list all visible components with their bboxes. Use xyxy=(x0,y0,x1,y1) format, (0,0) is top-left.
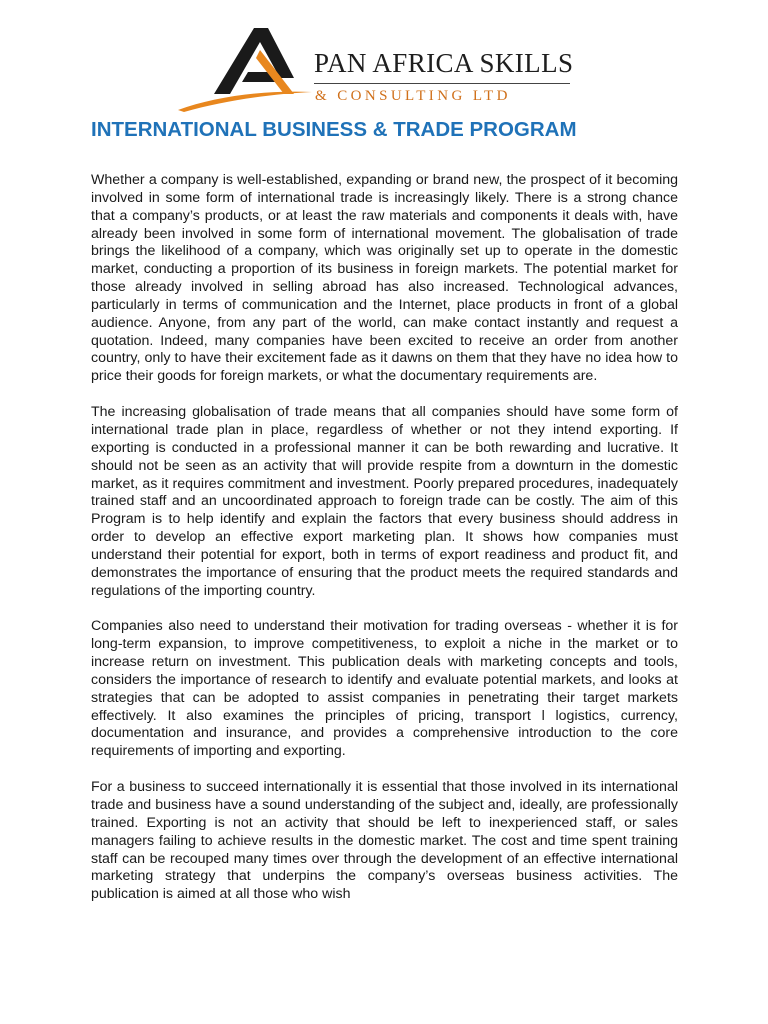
paragraph-1: Whether a company is well-established, expanding or brand new, the prospect of it becoming involved in some form of international trade is increasingly likely. There is a strong chance that a company’s products, or at least the raw materials and components it deals with, have already been involved in some form of international movement. The globalisation of trade brings the likelihood of a company, which was originally set up to operate in the domestic market, conducting a proportion of its business in foreign markets. The potential market for those already involved in selling abroad has also increased. Technological advances, particularly in terms of communication and the Internet, place products in front of a global audience. Anyone, from any part of the world, can make contact instantly and request a quotation. Indeed, many companies have been excited to receive an order from another country, only to have their excitement fade as it dawns on them that they have no idea how to price their goods for foreign markets, or what the documentary requirements are. xyxy=(91,172,678,385)
logo-rule-top xyxy=(314,83,570,84)
document-body xyxy=(91,172,678,922)
logo-company-subtitle: & CONSULTING LTD xyxy=(315,88,511,104)
logo-company-name: PAN AFRICA SKILLS xyxy=(314,48,574,78)
paragraph-3: Companies also need to understand their motivation for trading overseas - whether it is for long-term expansion, to improve competitiveness, to exploit a niche in the market or to increase return on investment. This publication deals with marketing concepts and tools, considers the importance of research to identify and evaluate potential markets, and looks at strategies that can be adopted to assist companies in penetrating their target markets effectively. It also examines the principles of pricing, transport l logistics, currency, documentation and insurance, and provides a comprehensive introduction to the core requirements of importing and exporting. xyxy=(91,618,678,760)
paragraph-4: For a business to succeed internationally it is essential that those involved in its international trade and business have a sound understanding of the subject and, ideally, are professionally trained. Exporting is not an activity that should be left to inexperienced staff, or sales managers failing to achieve results in the domestic market. The cost and time spent training staff can be recouped many times over through the development of an effective international marketing strategy that underpins the company’s overseas business activities. The publication is aimed at all those who wish xyxy=(91,779,678,903)
paragraph-2: The increasing globalisation of trade means that all companies should have some form of international trade plan in place, regardless of whether or not they intend exporting. If exporting is conducted in a professional manner it can be both rewarding and lucrative. It should not be seen as an activity that will provide respite from a downturn in the domestic market, as it requires commitment and investment. Poorly prepared procedures, inadequately trained staff and an uncoordinated approach to foreign trade can be costly. The aim of this Program is to help identify and explain the factors that every business should address in order to develop an effective export marketing plan. It shows how companies must understand their potential for export, both in terms of export readiness and product fit, and demonstrates the importance of ensuring that the product meets the required standards and regulations of the importing country. xyxy=(91,404,678,599)
logo-mark-icon xyxy=(176,20,316,114)
company-logo xyxy=(176,20,576,114)
document-title: INTERNATIONAL BUSINESS & TRADE PROGRAM xyxy=(91,118,577,141)
